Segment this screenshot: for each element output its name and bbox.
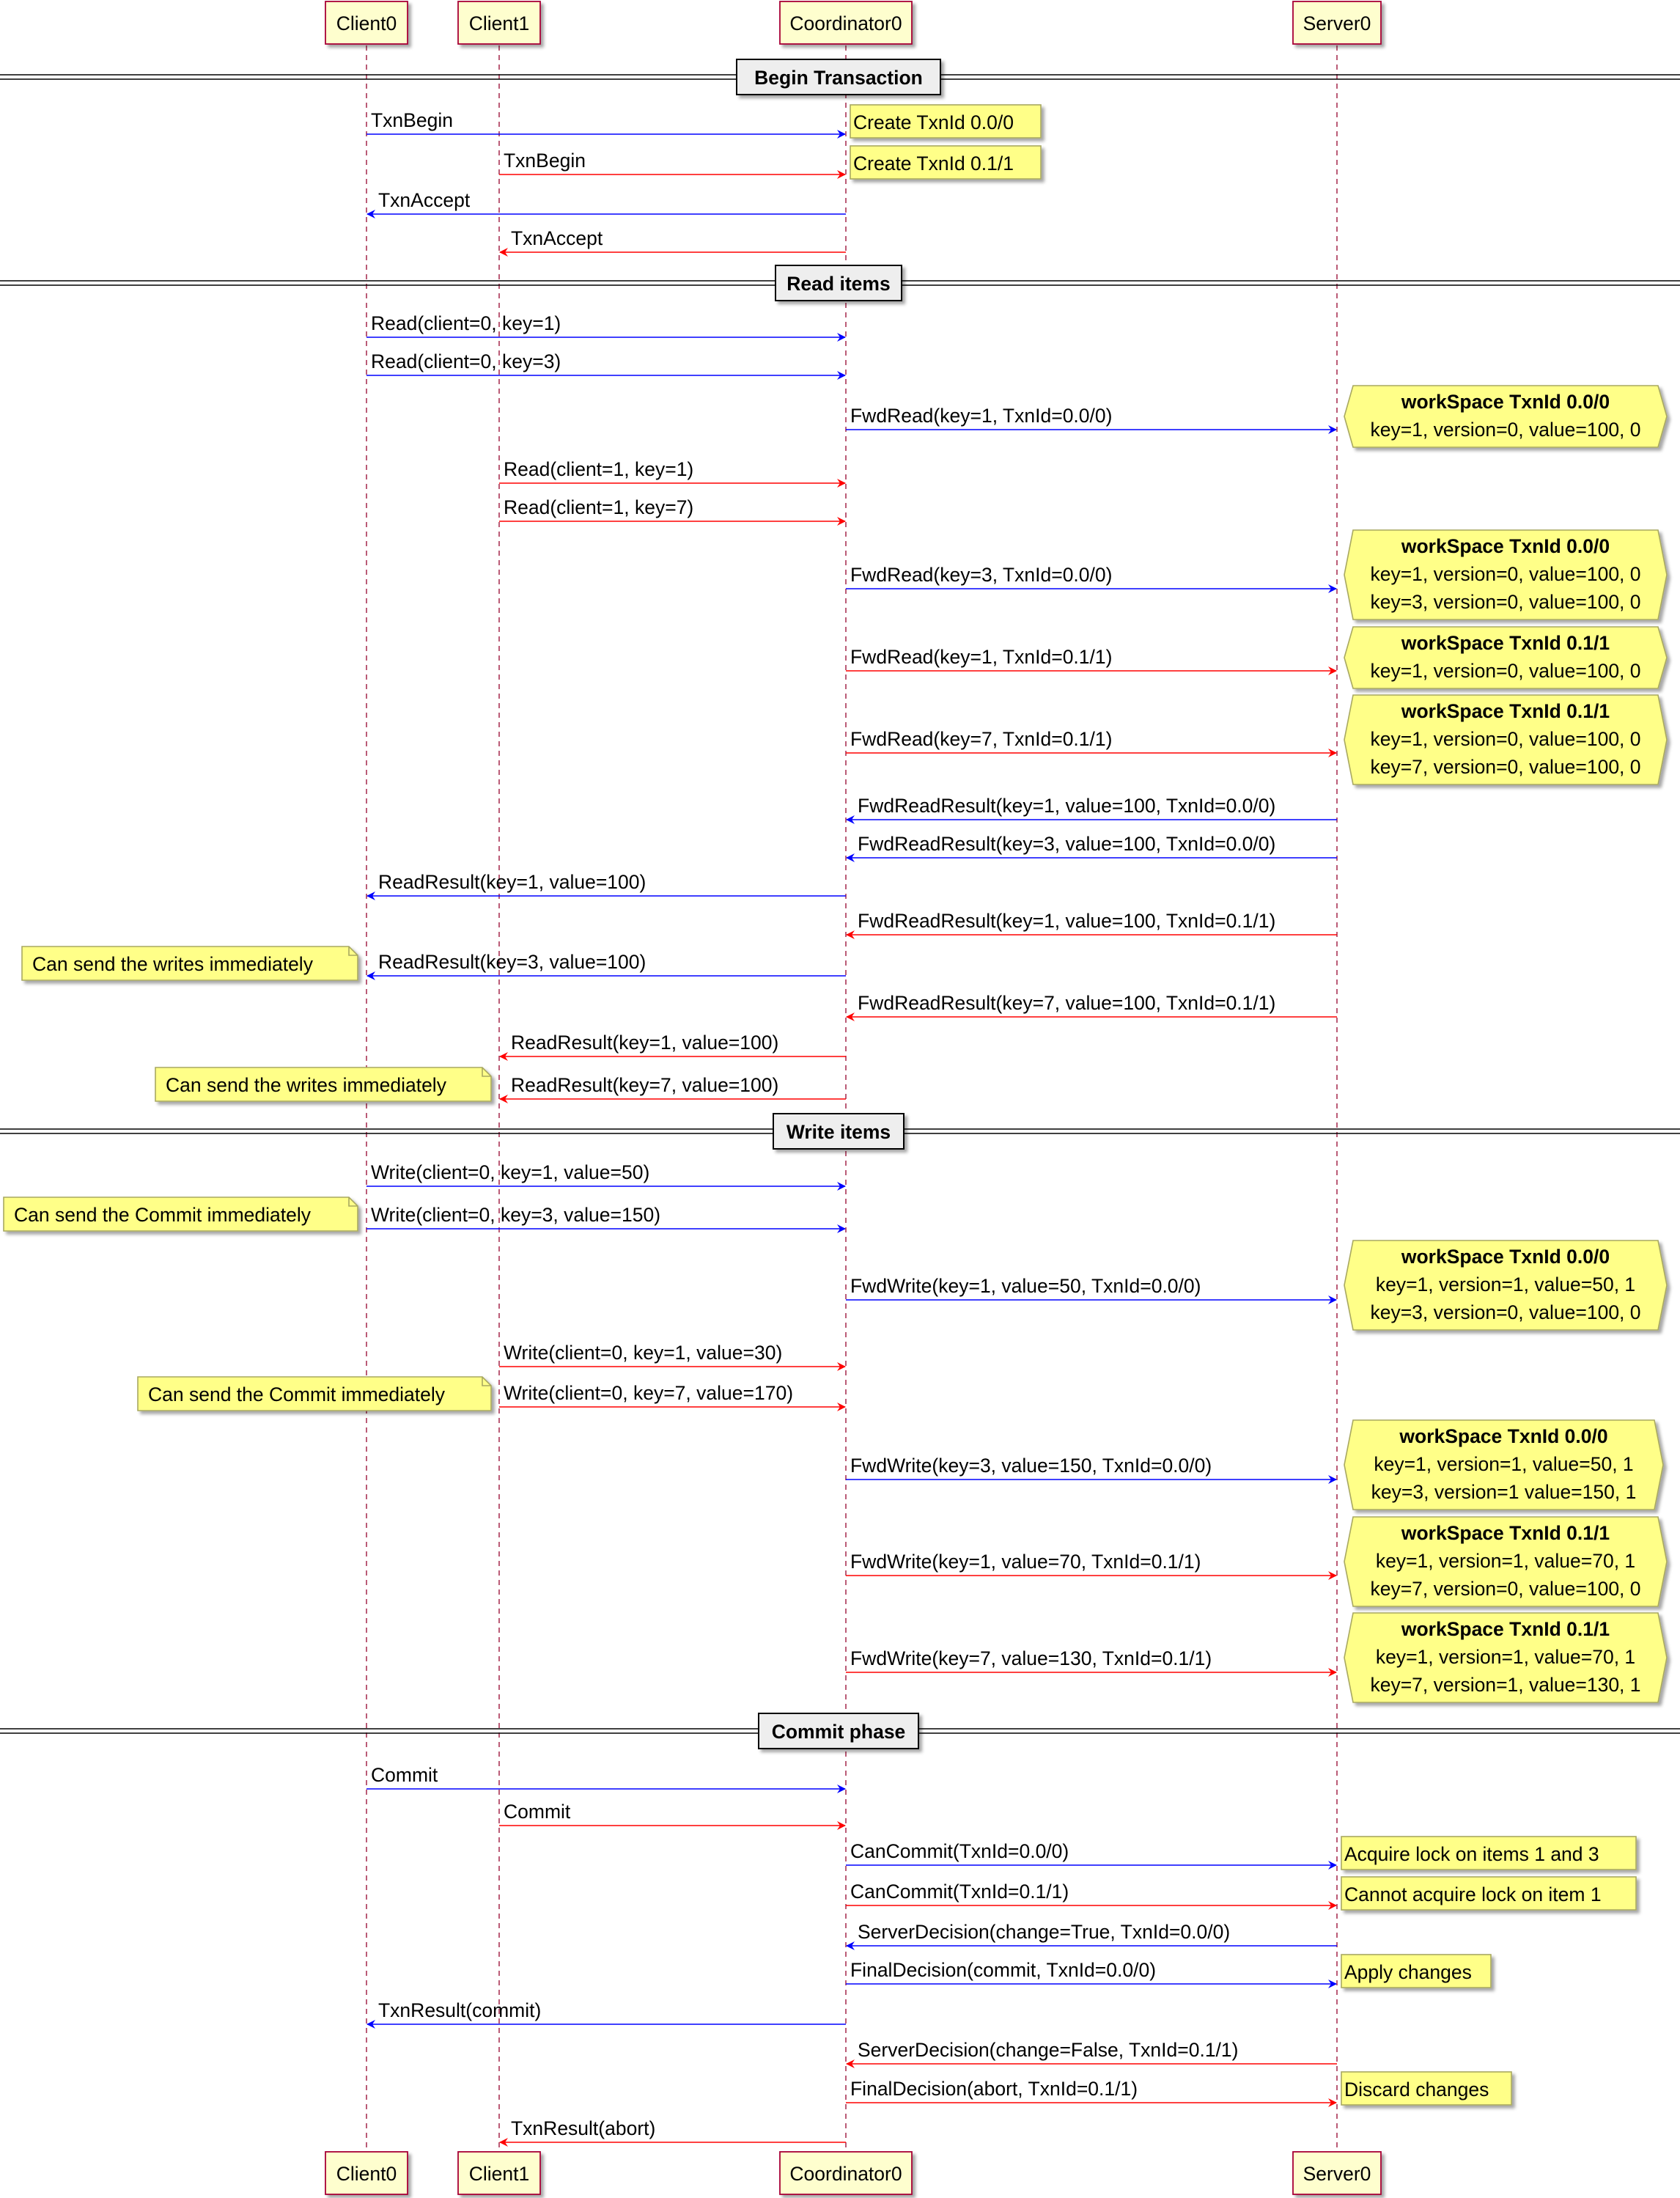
note-text: Cannot acquire lock on item 1 [1344,1883,1602,1905]
workspace-title: workSpace TxnId 0.0/0 [1401,535,1610,557]
message-label: FwdRead(key=1, TxnId=0.1/1) [850,646,1113,668]
workspace-entry: key=7, version=0, value=100, 0 [1370,756,1641,778]
participant-label: Server0 [1303,2163,1371,2185]
message-label: FwdWrite(key=1, value=50, TxnId=0.0/0) [850,1275,1201,1297]
participant-coordinator0-bottom [780,2152,912,2194]
message-label: ReadResult(key=1, value=100) [511,1032,779,1054]
workspace-entry: key=3, version=0, value=100, 0 [1370,591,1641,613]
message-label: FwdWrite(key=7, value=130, TxnId=0.1/1) [850,1647,1212,1669]
workspace-entry: key=3, version=0, value=100, 0 [1370,1301,1641,1323]
message-label: CanCommit(TxnId=0.1/1) [850,1881,1069,1903]
note-text: Can send the Commit immediately [14,1204,312,1226]
divider-begin-transaction [0,59,1680,95]
message-label: TxnResult(abort) [511,2117,656,2139]
message-arrow [847,1921,1337,1946]
message-label: Read(client=1, key=1) [504,458,694,480]
message-label: Read(client=0, key=3) [371,350,561,372]
message-arrow [366,109,845,134]
message-label: Write(client=0, key=3, value=150) [371,1204,661,1226]
note-text: Apply changes [1344,1961,1472,1983]
message-label: ReadResult(key=7, value=100) [511,1074,779,1096]
message-label: FwdReadResult(key=7, value=100, TxnId=0.1/1) [858,992,1276,1014]
note-text: Can send the Commit immediately [148,1383,446,1405]
workspace-entry: key=1, version=0, value=100, 0 [1370,660,1641,682]
participant-coordinator0-top [780,1,912,44]
message-label: ServerDecision(change=True, TxnId=0.0/0) [858,1921,1231,1943]
message-arrow [366,350,845,375]
message-arrow [366,1204,845,1229]
message-label: TxnBegin [371,109,453,131]
message-arrow [846,1840,1336,1865]
message-label: TxnAccept [378,189,471,211]
message-arrow [500,1032,846,1056]
note [1341,1837,1636,1870]
notes [4,105,1667,2105]
message-label: TxnAccept [511,227,603,249]
message-arrow [366,1764,845,1789]
message-label: ServerDecision(change=False, TxnId=0.1/1) [858,2039,1239,2061]
message-label: Read(client=1, key=7) [504,496,694,518]
message-label: Write(client=0, key=7, value=170) [504,1382,794,1404]
note-text: Create TxnId 0.0/0 [853,111,1014,133]
message-label: Write(client=0, key=1, value=30) [504,1342,783,1364]
workspace-entry: key=1, version=0, value=100, 0 [1370,728,1641,750]
note-text: Discard changes [1344,2078,1489,2100]
message-arrow [367,871,846,896]
message-label: TxnResult(commit) [378,1999,542,2021]
workspace-title: workSpace TxnId 0.0/0 [1399,1425,1608,1447]
message-label: FinalDecision(commit, TxnId=0.0/0) [850,1959,1157,1981]
message-label: FwdRead(key=7, TxnId=0.1/1) [850,728,1113,750]
message-arrow [846,2078,1336,2103]
participant-label: Coordinator0 [789,12,902,34]
message-label: CanCommit(TxnId=0.0/0) [850,1840,1069,1862]
message-arrow [846,1551,1336,1576]
message-arrow [847,833,1337,858]
participant-label: Client0 [336,12,397,34]
note [4,1197,358,1231]
workspace-note [1344,695,1667,784]
note-text: Acquire lock on items 1 and 3 [1344,1843,1599,1865]
workspace-note [1344,1613,1667,1702]
workspace-title: workSpace TxnId 0.1/1 [1401,700,1610,722]
participant-client0-top [325,1,408,44]
message-arrow [499,1382,845,1407]
message-arrow [846,646,1336,671]
divider-write-items [0,1114,1680,1149]
message-arrow [846,564,1336,589]
participant-client1-bottom [458,2152,540,2194]
message-label: FwdReadResult(key=3, value=100, TxnId=0.0/0) [858,833,1276,855]
participant-client1-top [458,1,540,44]
message-arrow [847,992,1337,1017]
workspace-entry: key=1, version=1, value=50, 1 [1374,1453,1634,1475]
message-label: Commit [504,1801,571,1823]
workspace-title: workSpace TxnId 0.0/0 [1401,391,1610,413]
workspace-entry: key=7, version=0, value=100, 0 [1370,1578,1641,1600]
message-arrow [846,1647,1336,1672]
note [22,947,358,980]
participant-label: Client0 [336,2163,397,2185]
participant-label: Client1 [468,2163,530,2185]
workspace-entry: key=3, version=1 value=150, 1 [1371,1481,1637,1503]
note [850,105,1041,138]
workspace-entry: key=7, version=1, value=130, 1 [1370,1674,1641,1696]
divider-label: Begin Transaction [754,67,923,89]
workspace-title: workSpace TxnId 0.1/1 [1401,1618,1610,1640]
workspace-note [1344,1420,1663,1510]
message-label: FwdReadResult(key=1, value=100, TxnId=0.0/0) [858,795,1276,817]
message-arrow [500,1074,846,1099]
workspace-note [1344,386,1667,447]
message-label: Write(client=0, key=1, value=50) [371,1161,650,1183]
workspace-entry: key=1, version=1, value=70, 1 [1375,1550,1636,1572]
note [850,146,1041,179]
divider-label: Read items [786,273,891,295]
message-arrow [846,1455,1336,1480]
workspace-title: workSpace TxnId 0.0/0 [1401,1246,1610,1268]
message-arrow [847,795,1337,820]
message-arrow [846,1881,1336,1905]
message-label: Read(client=0, key=1) [371,312,561,334]
workspace-note [1344,627,1667,688]
message-arrow [499,1801,845,1826]
message-label: ReadResult(key=1, value=100) [378,871,646,893]
message-label: ReadResult(key=3, value=100) [378,951,646,973]
message-arrow [500,2117,846,2142]
message-arrow [500,227,846,252]
note [155,1067,491,1101]
note-text: Can send the writes immediately [32,953,313,975]
message-label: FwdRead(key=1, TxnId=0.0/0) [850,405,1113,427]
message-arrow [499,150,845,174]
workspace-note [1344,530,1667,620]
message-label: FwdWrite(key=1, value=70, TxnId=0.1/1) [850,1551,1201,1573]
message-arrow [846,1275,1336,1300]
note [1341,1955,1491,1988]
message-arrow [499,458,845,483]
message-label: Commit [371,1764,438,1786]
divider-read-items [0,265,1680,301]
note [1341,2072,1511,2105]
message-arrow [366,312,845,337]
participant-server0-top [1293,1,1381,44]
message-label: TxnBegin [504,150,586,172]
workspace-entry: key=1, version=0, value=100, 0 [1370,419,1641,441]
message-arrow [846,405,1336,430]
message-label: FwdWrite(key=3, value=150, TxnId=0.0/0) [850,1455,1212,1477]
note-text: Can send the writes immediately [166,1074,446,1096]
participant-label: Coordinator0 [789,2163,902,2185]
participant-label: Server0 [1303,12,1371,34]
workspace-note [1344,1240,1667,1330]
message-label: FwdReadResult(key=1, value=100, TxnId=0.1/1) [858,910,1276,932]
note-text: Create TxnId 0.1/1 [853,152,1014,174]
workspace-title: workSpace TxnId 0.1/1 [1401,1522,1610,1544]
message-arrow [499,1342,845,1367]
workspace-entry: key=1, version=1, value=70, 1 [1375,1646,1636,1668]
message-arrow [367,189,846,214]
message-label: FwdRead(key=3, TxnId=0.0/0) [850,564,1113,586]
message-arrow [847,910,1337,935]
workspace-title: workSpace TxnId 0.1/1 [1401,632,1610,654]
message-arrow [367,951,846,976]
message-arrow [846,728,1336,753]
message-label: FinalDecision(abort, TxnId=0.1/1) [850,2078,1138,2100]
divider-commit-phase [0,1713,1680,1749]
message-arrow [367,1999,846,2024]
participant-server0-bottom [1293,2152,1381,2194]
participant-label: Client1 [468,12,530,34]
note [138,1377,491,1411]
participant-client0-bottom [325,2152,408,2194]
message-arrow [846,1959,1336,1984]
workspace-entry: key=1, version=1, value=50, 1 [1375,1273,1636,1295]
message-arrow [499,496,845,521]
divider-label: Commit phase [771,1721,906,1743]
divider-label: Write items [786,1121,891,1143]
note [1341,1877,1636,1910]
workspace-note [1344,1517,1667,1606]
message-arrow [366,1161,845,1186]
workspace-entry: key=1, version=0, value=100, 0 [1370,563,1641,585]
message-arrow [847,2039,1337,2064]
